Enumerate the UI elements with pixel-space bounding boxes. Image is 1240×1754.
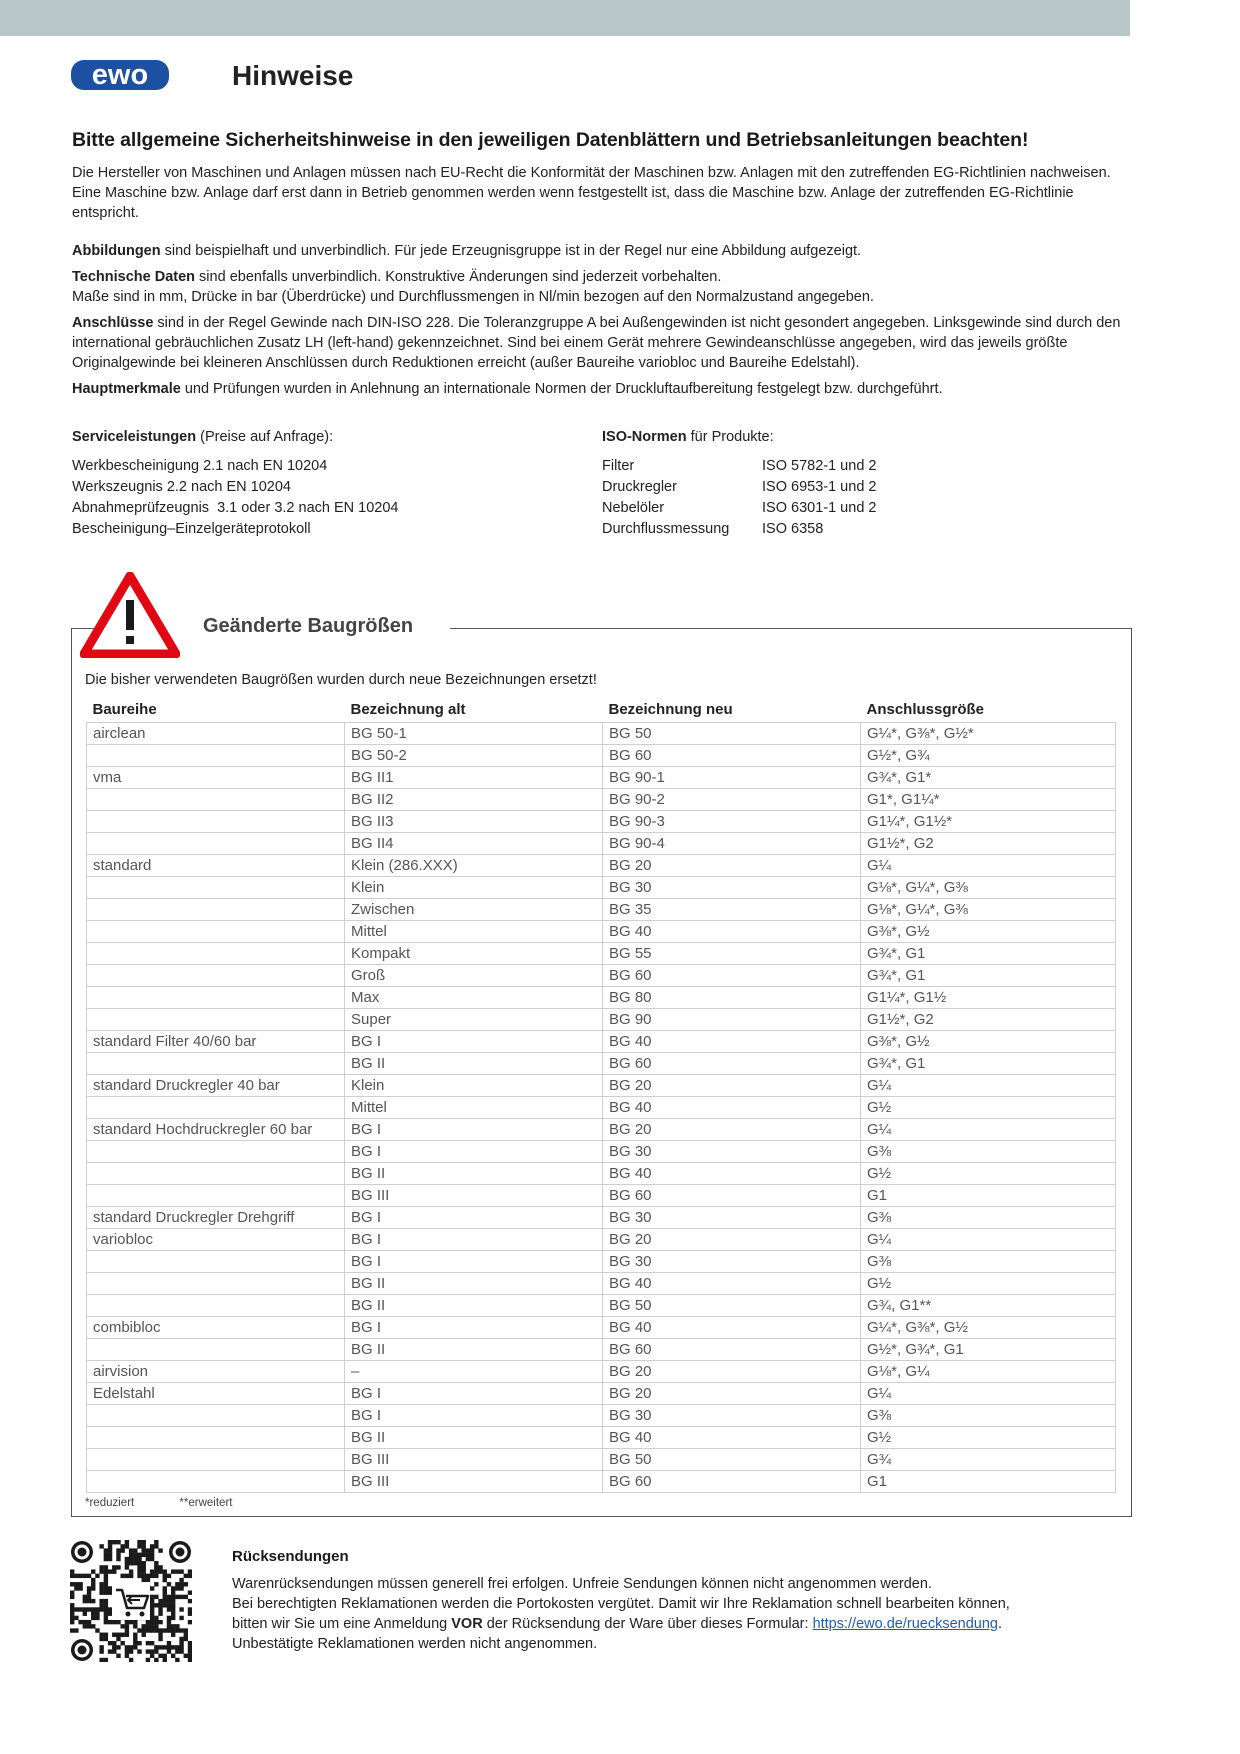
table-cell: airvision [87,1361,345,1383]
note-term: Abbildungen [72,243,161,259]
table-cell: standard Druckregler 40 bar [87,1075,345,1097]
table-cell: BG I [345,1207,603,1229]
table-cell: airclean [87,723,345,745]
table-cell: BG 50 [603,1295,861,1317]
table-cell: BG II2 [345,789,603,811]
table-row [87,1185,1116,1207]
table-cell: BG 20 [603,1075,861,1097]
table-row [87,1229,1116,1251]
table-cell: Max [345,987,603,1009]
safety-headline: Bitte allgemeine Sicherheitshinweise in den jeweiligen Datenblättern und Betriebsanleitungen beachten! [72,129,1029,151]
services-item: Werkbescheinigung 2.1 nach EN 10204 [72,458,328,474]
table-cell: BG 90-4 [603,833,861,855]
table-cell: BG 40 [603,1031,861,1053]
table-cell: Zwischen [345,899,603,921]
table-row [87,855,1116,877]
table-cell: Klein (286.XXX) [345,855,603,877]
table-cell: BG 50-2 [345,745,603,767]
page-title: Hinweise [232,60,354,91]
table-row [87,1339,1116,1361]
table-row [87,1361,1116,1383]
table-cell: BG 40 [603,921,861,943]
warning-triangle-icon [80,572,180,658]
table-row [87,1251,1116,1273]
table-cell: BG I [345,1317,603,1339]
table-cell: G⅜*, G½ [861,1031,1116,1053]
table-cell: G1 [861,1185,1116,1207]
table-cell: Groß [345,965,603,987]
services-item: Werkszeugnis 2.2 nach EN 10204 [72,479,291,495]
table-cell: G¼ [861,1075,1116,1097]
column-header: Bezeichnung alt [350,700,466,718]
table-cell: standard Filter 40/60 bar [87,1031,345,1053]
baugroessen-title: Geänderte Baugrößen [203,615,414,637]
table-cell [87,1273,345,1295]
table-cell: – [345,1361,603,1383]
returns-body: Warenrücksendungen müssen generell frei erfolgen. Unfreie Sendungen können nicht angenommen werden. Bei berechtigten Reklamationen werden die Portokosten vergütet. Damit wir Ihre Reklamation schnell bearbeiten können, bitten wir Sie um eine Anmeldung VOR der Rücksendung der Ware über dieses Formular: https://ewo.de/ruecksendung. Unbestätigte Reklamationen werden nicht angenommen. [232,1576,1010,1652]
table-cell: BG 20 [603,855,861,877]
table-row [87,921,1116,943]
table-cell [87,1405,345,1427]
table-cell [87,1163,345,1185]
table-cell: BG 40 [603,1317,861,1339]
table-cell: BG 30 [603,1141,861,1163]
services-title: Serviceleistungen [72,429,197,445]
table-cell: standard [87,855,345,877]
table-row [87,1163,1116,1185]
table-cell [87,1141,345,1163]
table-row [87,723,1116,745]
table-cell: standard Hochdruckregler 60 bar [87,1119,345,1141]
table-cell: BG 80 [603,987,861,1009]
table-cell: G½ [861,1273,1116,1295]
footnote-reduced: *reduziert [85,1497,135,1509]
table-cell: G¼*, G⅜*, G½* [861,723,1116,745]
table-cell [87,811,345,833]
table-cell: BG II [345,1339,603,1361]
table-cell: BG 60 [603,745,861,767]
table-row [87,1141,1116,1163]
table-cell: BG 20 [603,1229,861,1251]
table-cell [87,1009,345,1031]
note-term: Technische Daten [72,269,196,285]
note-term: Hauptmerkmale [72,381,181,397]
table-row [87,745,1116,767]
table-cell [87,1295,345,1317]
table-row [87,1009,1116,1031]
services-item: Bescheinigung–Einzelgeräteprotokoll [72,521,311,537]
table-cell: BG 50 [603,1449,861,1471]
table-cell: G⅜ [861,1141,1116,1163]
table-cell: G¾*, G1* [861,767,1116,789]
table-cell: BG 35 [603,899,861,921]
table-cell: BG 60 [603,1339,861,1361]
note-term: Anschlüsse [72,315,154,331]
qr-code-icon [70,1540,192,1662]
table-cell: BG 60 [603,1053,861,1075]
table-cell [87,1185,345,1207]
table-cell: standard Druckregler Drehgriff [87,1207,345,1229]
ewo-logo [71,60,169,90]
table-cell: BG II [345,1053,603,1075]
table-cell: G¾ [861,1449,1116,1471]
table-cell: BG 55 [603,943,861,965]
services-item: Abnahmeprüfzeugnis 3.1 oder 3.2 nach EN 10204 [72,500,399,516]
table-cell: BG II4 [345,833,603,855]
svg-text:ewo: ewo [91,60,149,90]
table-cell: BG I [345,1251,603,1273]
table-cell: G⅜ [861,1207,1116,1229]
note-abbildungen: Abbildungen sind beispielhaft und unverbindlich. Für jede Erzeugnisgruppe ist in der Regel nur eine Abbildung aufgezeigt. [72,243,862,259]
table-cell: BG 20 [603,1119,861,1141]
services-section: Serviceleistungen (Preise auf Anfrage): Werkbescheinigung 2.1 nach EN 10204 Werkszeugnis 2.2 nach EN 10204 Abnahmeprüfzeugnis 3.1 oder 3.2 nach EN 10204 Bescheinigung–Einzelgeräteprotokoll [72,427,398,540]
table-cell: BG 60 [603,965,861,987]
table-cell: G1 [861,1471,1116,1493]
table-cell: Edelstahl [87,1383,345,1405]
table-cell: G1½*, G2 [861,1009,1116,1031]
table-cell [87,877,345,899]
table-cell: G1½*, G2 [861,833,1116,855]
footnotes [85,1497,274,1509]
table-cell: Klein [345,1075,603,1097]
table-cell: G1¼*, G1½ [861,987,1116,1009]
top-bar [0,0,1130,36]
table-cell: G¼*, G⅜*, G½ [861,1317,1116,1339]
note-anschluesse: Anschlüsse sind in der Regel Gewinde nach DIN-ISO 228. Die Toleranzgruppe A bei Außengewinden ist nicht gesondert angegeben. Linksgewinde sind durch den international gebräuchlichen Zusatz LH (left-hand) gekennzeichnet. Sind bei einem Gerät mehrere Gewindeanschlüsse angegeben, wird das jeweils größte Originalgewinde bei kleineren Anschlüssen durch Reduktionen erreicht (außer Baureihe variobloc und Baureihe Edelstahl). [72,315,1121,371]
table-row [87,877,1116,899]
table-cell: BG 50 [603,723,861,745]
table-cell: BG I [345,1141,603,1163]
table-cell: G¾*, G1 [861,965,1116,987]
table-cell: G¾, G1** [861,1295,1116,1317]
note-technische-daten: Technische Daten sind ebenfalls unverbindlich. Konstruktive Änderungen sind jederzeit vorbehalten. Maße sind in mm, Drücke in bar (Überdrücke) und Durchflussmengen in Nl/min bezogen auf den Normalzustand angegeben. [72,269,874,305]
iso-title: ISO-Normen [602,429,687,445]
column-header: Bezeichnung neu [608,700,733,718]
table-row [87,1075,1116,1097]
table-cell: BG 90-1 [603,767,861,789]
table-row [87,767,1116,789]
table-cell: BG 40 [603,1163,861,1185]
table-cell [87,1449,345,1471]
table-cell: BG 90-3 [603,811,861,833]
table-cell: Kompakt [345,943,603,965]
table-cell: BG 40 [603,1273,861,1295]
table-header-row [87,696,1116,723]
table-cell: BG I [345,1229,603,1251]
table-cell: vma [87,767,345,789]
table-cell: BG 30 [603,877,861,899]
table-cell [87,987,345,1009]
table-cell: BG II [345,1427,603,1449]
table-cell: BG I [345,1119,603,1141]
table-row [87,1471,1116,1493]
returns-title: Rücksendungen [232,1548,349,1565]
table-row [87,811,1116,833]
table-cell: G⅜*, G½ [861,921,1116,943]
table-cell: BG 40 [603,1097,861,1119]
table-cell: Mittel [345,921,603,943]
table-cell [87,833,345,855]
table-cell [87,1339,345,1361]
table-cell: G½*, G¾*, G1 [861,1339,1116,1361]
table-row [87,965,1116,987]
table-cell: G¼ [861,1383,1116,1405]
return-form-link[interactable]: https://ewo.de/ruecksendung [812,1616,998,1632]
baugroessen-table [86,696,1116,1493]
column-header: Baureihe [92,700,157,718]
table-cell: G½ [861,1097,1116,1119]
table-cell: G⅜ [861,1251,1116,1273]
table-cell [87,745,345,767]
table-cell: BG I [345,1405,603,1427]
table-cell: G1¼*, G1½* [861,811,1116,833]
table-cell [87,1427,345,1449]
table-cell: BG III [345,1449,603,1471]
iso-section: ISO-Normen für Produkte: Filter ISO 5782-1 und 2 Druckregler ISO 6953-1 und 2 Nebelöler ISO 6301-1 und 2 Durchflussmessung ISO 6358 [602,427,876,540]
table-cell: G¾*, G1 [861,943,1116,965]
table-row [87,833,1116,855]
table-cell: BG 90-2 [603,789,861,811]
table-cell: BG II [345,1163,603,1185]
table-cell: BG 30 [603,1251,861,1273]
table-row [87,1427,1116,1449]
table-cell: BG 60 [603,1471,861,1493]
table-row [87,1097,1116,1119]
table-cell [87,1097,345,1119]
column-header: Anschlussgröße [866,700,985,718]
table-row [87,1119,1116,1141]
table-cell: G¼ [861,855,1116,877]
iso-row: Druckregler ISO 6953-1 und 2 [602,479,877,495]
table-cell: BG I [345,1031,603,1053]
table-row [87,789,1116,811]
table-row [87,1383,1116,1405]
footnote-extended: **erweitert [179,1497,233,1509]
table-cell: G⅛*, G¼*, G⅜ [861,877,1116,899]
table-cell: G⅛*, G¼*, G⅜ [861,899,1116,921]
table-cell: BG 30 [603,1207,861,1229]
table-cell: BG I [345,1383,603,1405]
table-cell: G½*, G¾ [861,745,1116,767]
table-cell: G1*, G1¼* [861,789,1116,811]
table-row [87,1295,1116,1317]
table-cell: BG II [345,1295,603,1317]
table-cell: G¼ [861,1119,1116,1141]
table-cell: Super [345,1009,603,1031]
table-row [87,1449,1116,1471]
table-row [87,1031,1116,1053]
table-cell [87,943,345,965]
table-cell [87,789,345,811]
table-cell [87,899,345,921]
table-row [87,1207,1116,1229]
table-cell [87,965,345,987]
iso-row: Nebelöler ISO 6301-1 und 2 [602,500,877,516]
table-cell [87,921,345,943]
conformity-text: Die Hersteller von Maschinen und Anlagen müssen nach EU-Recht die Konformität der Maschinen bzw. Anlagen mit den zutreffenden EG-Richtlinien nachweisen. Eine Maschine bzw. Anlage darf erst dann in Betrieb genommen werden wenn festgestellt ist, dass die Maschine bzw. Anlage der zutreffenden EG-Richtlinie entspricht. [72,165,1111,221]
table-cell: BG 20 [603,1383,861,1405]
table-cell: BG 60 [603,1185,861,1207]
table-cell: Mittel [345,1097,603,1119]
table-row [87,987,1116,1009]
table-cell: BG 90 [603,1009,861,1031]
table-cell: combibloc [87,1317,345,1339]
table-cell: BG 40 [603,1427,861,1449]
table-cell: G⅛*, G¼ [861,1361,1116,1383]
table-cell: BG II1 [345,767,603,789]
table-cell: G½ [861,1427,1116,1449]
table-cell: BG II3 [345,811,603,833]
table-cell [87,1471,345,1493]
iso-row: Filter ISO 5782-1 und 2 [602,458,877,474]
table-cell: BG III [345,1471,603,1493]
table-row [87,1317,1116,1339]
table-row [87,1273,1116,1295]
table-row [87,1405,1116,1427]
iso-row: Durchflussmessung ISO 6358 [602,521,824,537]
table-cell [87,1053,345,1075]
table-cell: BG II [345,1273,603,1295]
table-cell [87,1251,345,1273]
table-cell: BG 20 [603,1361,861,1383]
table-row [87,1053,1116,1075]
table-cell: Klein [345,877,603,899]
baugroessen-intro: Die bisher verwendeten Baugrößen wurden durch neue Bezeichnungen ersetzt! [85,672,597,688]
table-cell: G¼ [861,1229,1116,1251]
note-hauptmerkmale: Hauptmerkmale und Prüfungen wurden in Anlehnung an internationale Normen der Druckluftaufbereitung festgelegt bzw. durchgeführt. [72,381,943,397]
box-border [450,628,1131,629]
table-row [87,899,1116,921]
table-cell: G½ [861,1163,1116,1185]
table-cell: BG III [345,1185,603,1207]
table-cell: BG 30 [603,1405,861,1427]
table-cell: G¾*, G1 [861,1053,1116,1075]
table-cell: G⅜ [861,1405,1116,1427]
table-cell: variobloc [87,1229,345,1251]
table-cell: BG 50-1 [345,723,603,745]
table-row [87,943,1116,965]
